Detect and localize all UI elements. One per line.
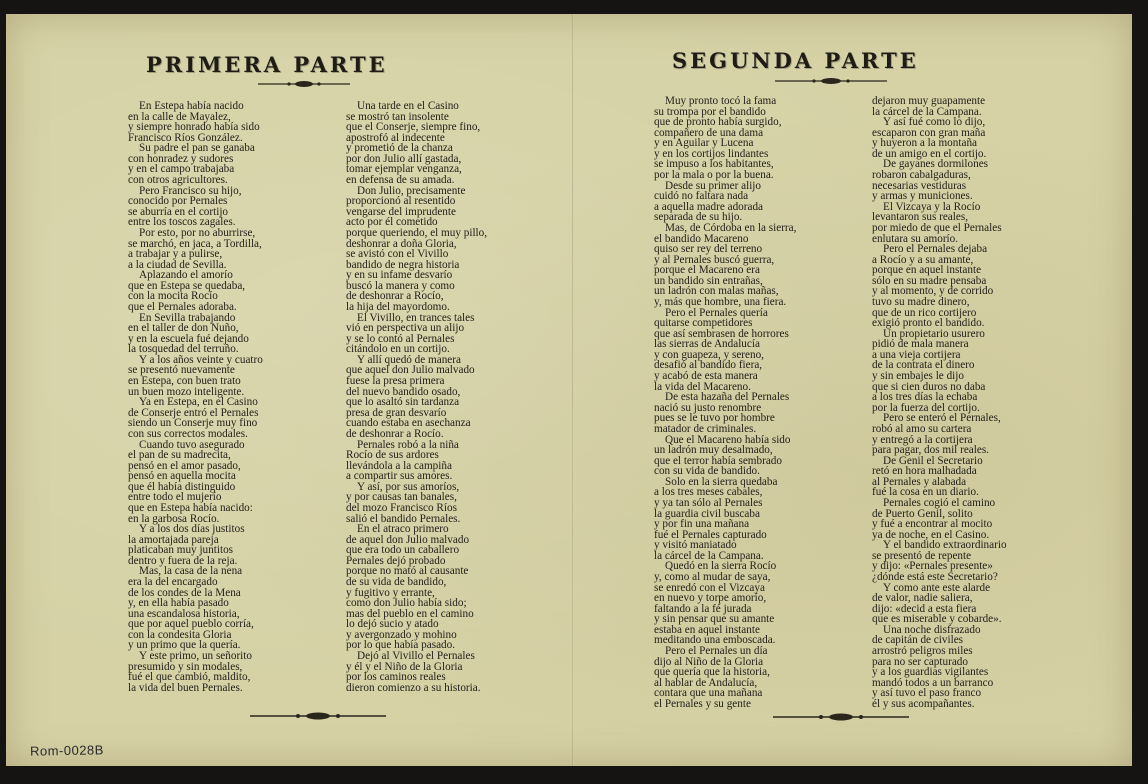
verse-line: que de pronto había surgido, — [654, 116, 782, 129]
verse-line: y fué a encontrar al mocito — [872, 518, 993, 531]
verse-line: él y sus acompañantes. — [872, 697, 975, 710]
right-page-title: SEGUNDA PARTE — [672, 48, 919, 73]
verse-line: y al Pernales buscó guerra, — [654, 253, 775, 266]
verse-line: y fugitivo y errante, — [346, 586, 435, 599]
verse-line: Cuando tuvo asegurado — [139, 438, 245, 451]
verse-line: se mostró tan insolente — [346, 110, 449, 123]
verse-line: Mas, la casa de la nena — [139, 565, 243, 578]
verse-line: arrostró peligros miles — [872, 645, 973, 658]
verse-line: y con guapeza, y sereno, — [654, 348, 764, 361]
verse-line: a la ciudad de Sevilla. — [128, 258, 227, 271]
verse-line: en Estepa, con buen trato — [128, 375, 241, 388]
end-divider-icon — [773, 711, 909, 723]
verse-line: De esta hazaña del Pernales — [665, 391, 790, 404]
verse-line: llevándola a la campiña — [346, 459, 452, 472]
verse-line: Don Julio, precisamente — [357, 184, 466, 197]
verse-line: como don Julio había sido; — [346, 597, 467, 610]
verse-line: un ladrón con malas mañas, — [654, 285, 779, 298]
verse-line: Pero el Pernales quería — [665, 306, 768, 319]
end-divider-icon — [250, 710, 386, 722]
verse-line: de Conserje entró el Pernales — [128, 406, 259, 419]
verse-line: siendo un Conserje muy fino — [128, 417, 258, 430]
verse-line: y un primo que la quería. — [128, 639, 241, 652]
verse-line: que aquel don Julio malvado — [346, 364, 475, 377]
verse-line: conocido por Pernales — [128, 195, 228, 208]
verse-line: y en su infame desvarío — [346, 269, 453, 282]
verse-column-2 — [346, 101, 487, 693]
verse-line: robó al amo su cartera — [872, 422, 972, 435]
verse-line: tuvo su madre dinero, — [872, 295, 970, 308]
verse-line: Por esto, por no aburrirse, — [139, 226, 256, 239]
verse-line: y, en ella había pasado — [128, 597, 229, 610]
verse-line: cuidó no faltara nada — [654, 190, 749, 203]
verse-line: y, como al mudar de saya, — [654, 571, 771, 584]
verse-line: Rocío de sus ardores — [346, 449, 439, 462]
verse-line: y así tuvo el paso franco — [872, 687, 982, 700]
verse-line: a Rocío y a su amante, — [872, 253, 974, 266]
verse-line: Su padre el pan se ganaba — [139, 142, 255, 155]
verse-line: y sin embajes le dijo — [872, 370, 964, 383]
verse-line: En Sevilla trabajando — [139, 311, 236, 324]
verse-line: Y así fué como lo dijo, — [883, 116, 986, 129]
verse-line: Desde su primer alijo — [665, 179, 762, 192]
verse-line: en defensa de su amada. — [346, 174, 455, 187]
verse-line: fué la cosa en un diario. — [872, 486, 979, 499]
left-page-title: PRIMERA PARTE — [146, 52, 388, 77]
center-fold — [572, 14, 574, 766]
verse-line: mandó todos a un barranco — [872, 676, 994, 689]
verse-line: Una noche disfrazado — [883, 623, 981, 636]
verse-line: vió en perspectiva un alijo — [346, 322, 465, 335]
flourish-divider-icon — [775, 76, 887, 86]
verse-line: exigió pronto el bandido. — [872, 317, 985, 330]
verse-line: un ladrón muy desalmado, — [654, 444, 773, 457]
verse-line: Pernales robó a la niña — [357, 438, 459, 451]
verse-line: Quedó en la sierra Rocío — [665, 560, 777, 573]
verse-line: desafió al bandido fiera, — [654, 359, 763, 372]
verse-line: de capitán de civiles — [872, 634, 964, 647]
verse-line: que quería que la historia, — [654, 666, 770, 679]
verse-line: y en el campo trabajaba — [128, 163, 235, 176]
verse-line: un bandido sin entrañas, — [654, 274, 763, 287]
verse-line: lo dejó sucio y atado — [346, 618, 439, 631]
verse-line: Y el bandido extraordinario — [883, 539, 1007, 552]
verse-line: era la del encargado — [128, 576, 218, 589]
verse-line: bandido de negra historia — [346, 258, 460, 271]
verse-line: que así sembrasen de horrores — [654, 327, 789, 340]
verse-line: Una tarde en el Casino — [357, 100, 459, 112]
verse-line: retó en hora malhadada — [872, 465, 977, 478]
verse-line: se avistó con el Vivillo — [346, 248, 449, 261]
verse-line: con su vida de bandido. — [654, 465, 760, 478]
verse-line: en la garbosa Rocío. — [128, 512, 220, 525]
verse-line: separada de su hijo. — [654, 211, 743, 224]
verse-line: acto por él cometido — [346, 216, 438, 229]
verse-line: Pero se enteró el Pernales, — [883, 412, 1001, 425]
verse-line: una escandalosa historia, — [128, 607, 240, 620]
verse-line: de aquel don Julio malvado — [346, 533, 470, 546]
verse-line: estaba en aquel instante — [654, 623, 760, 636]
verse-line: del mozo Francisco Ríos — [346, 501, 457, 514]
verse-line: y siempre honrado había sido — [128, 121, 260, 134]
verse-line: y en la escuela fué dejando — [128, 332, 249, 345]
verse-line: ya de noche, en el Casino. — [872, 528, 990, 541]
verse-line: que en Estepa había nacido: — [128, 501, 253, 514]
verse-line: fuese la presa primera — [346, 375, 445, 388]
verse-line: Solo en la sierra quedaba — [665, 475, 778, 488]
verse-line: que si cien duros no daba — [872, 380, 986, 393]
archive-mark: Rom-0028B — [29, 742, 105, 759]
verse-line: levantaron sus reales, — [872, 211, 968, 224]
verse-line: del nuevo bandido osado, — [346, 385, 461, 398]
verse-line: que el Pernales adoraba. — [128, 300, 237, 313]
verse-line: contara que una mañana — [654, 687, 763, 700]
verse-line: con otros agricultores. — [128, 174, 228, 187]
verse-line: y prometió de la chanza — [346, 142, 453, 155]
verse-line: y en Aguilar y Lucena — [654, 137, 754, 150]
verse-line: Y como ante este alarde — [883, 581, 991, 594]
verse-line: a aquella madre adorada — [654, 200, 764, 213]
verse-line: un buen mozo inteligente. — [128, 385, 245, 398]
verse-line: De Genil el Secretario — [883, 454, 983, 467]
verse-line: la cárcel de la Campana. — [872, 105, 982, 118]
verse-line: porque no mató al causante — [346, 565, 469, 578]
verse-line: vengarse del imprudente — [346, 205, 456, 218]
verse-line: faltando a la fé jurada — [654, 602, 752, 615]
verse-line: la amortajada pareja — [128, 533, 219, 546]
verse-line: dijo al Niño de la Gloria — [654, 655, 764, 668]
verse-line: platicaban muy juntitos — [128, 544, 234, 557]
verse-line: Y así, por sus amoríos, — [357, 480, 460, 493]
verse-line: Francisco Ríos González. — [128, 131, 243, 144]
verse-line: El Vizcaya y la Rocío — [883, 200, 981, 213]
verse-line: porque en aquel instante — [872, 264, 982, 277]
verse-line: por don Julio allí gastada, — [346, 152, 462, 165]
verse-line: con honradez y sudores — [128, 152, 234, 165]
verse-line: y ya tan sólo al Pernales — [654, 496, 763, 509]
verse-line: que él había distinguido — [128, 480, 236, 493]
verse-line: de un amigo en el cortijo. — [872, 147, 987, 160]
verse-line: fué el Pernales capturado — [654, 528, 767, 541]
verse-line: tomar ejemplar venganza, — [346, 163, 462, 176]
verse-line: con sus correctos modales. — [128, 427, 248, 440]
verse-line: que era todo un caballero — [346, 544, 460, 557]
verse-line: de Puerto Genil, solito — [872, 507, 973, 520]
verse-line: presa de gran desvarío — [346, 406, 447, 419]
verse-line: las sierras de Andalucía — [654, 338, 760, 351]
verse-line: con la mocita Rocío — [128, 290, 218, 303]
verse-line: matador de criminales. — [654, 422, 757, 435]
verse-line: ¿dónde está este Secretario? — [872, 571, 998, 584]
verse-line: enlutara su amorío. — [872, 232, 959, 245]
verse-line: y él y el Niño de la Gloria — [346, 660, 463, 673]
verse-line: pensó en aquella mocita — [128, 470, 236, 483]
verse-line: por lo que había pasado. — [346, 639, 456, 652]
verse-line: por miedo de que el Pernales — [872, 221, 1002, 234]
verse-line: se marchó, en jaca, a Tordilla, — [128, 237, 262, 250]
verse-line: de su vida de bandido, — [346, 576, 447, 589]
verse-line: Y a los años veinte y cuatro — [139, 353, 263, 366]
verse-line: dentro y fuera de la reja. — [128, 554, 238, 567]
verse-line: necesarias vestiduras — [872, 179, 967, 192]
verse-line: por los caminos reales — [346, 671, 446, 684]
verse-line: y a los guardias vigilantes — [872, 666, 989, 679]
verse-line: y por fin una mañana — [654, 518, 750, 531]
verse-line: quiso ser rey del terreno — [654, 243, 763, 256]
verse-line: pues se le tuvo por hombre — [654, 412, 775, 425]
verse-line: buscó la manera y como — [346, 279, 455, 292]
verse-line: y huyeron a la montaña — [872, 137, 978, 150]
verse-line: dijo: «decid a esta fiera — [872, 602, 977, 615]
verse-line: y por causas tan banales, — [346, 491, 457, 504]
verse-line: meditando una emboscada. — [654, 634, 776, 647]
verse-line: Pero el Pernales un día — [665, 645, 768, 658]
verse-line: citándolo en un cortijo. — [346, 343, 450, 356]
verse-line: y sin pensar que su amante — [654, 613, 775, 626]
verse-line: por la fuerza del cortijo. — [872, 401, 980, 414]
verse-line: a compartir sus amores. — [346, 470, 453, 483]
verse-line: pidió de mala manera — [872, 338, 969, 351]
verse-line: salió el bandido Pernales. — [346, 512, 461, 525]
verse-line: y avergonzado y mohino — [346, 628, 457, 641]
verse-column-1 — [128, 101, 263, 693]
verse-line: Y allí quedó de manera — [357, 353, 461, 366]
verse-line: de deshonrar a Rocío. — [346, 427, 444, 440]
verse-line: Pero el Pernales dejaba — [883, 243, 988, 256]
verse-line: el pan de su madrecita, — [128, 449, 231, 462]
verse-column-3 — [654, 96, 796, 710]
verse-line: la vida del Macareno. — [654, 380, 751, 393]
verse-line: En el atraco primero — [357, 523, 449, 536]
verse-line: apostrofó al indecente — [346, 131, 445, 144]
verse-line: y, más que hombre, una fiera. — [654, 295, 787, 308]
verse-line: a los tres días la echaba — [872, 391, 978, 404]
verse-line: Pernales cogió el camino — [883, 496, 996, 509]
verse-line: y visitó maniatado — [654, 539, 737, 552]
verse-line: la vida del buen Pernales. — [128, 681, 243, 694]
verse-line: Y a los dos días justitos — [139, 523, 245, 536]
verse-line: se presentó de repente — [872, 549, 972, 562]
verse-line: la cárcel de la Campana. — [654, 549, 764, 562]
verse-line: por la mala o por la buena. — [654, 169, 774, 182]
verse-line: Dejó al Vivillo el Pernales — [357, 650, 475, 663]
verse-line: nació su justo renombre — [654, 401, 762, 414]
verse-line: la guardia civil buscaba — [654, 507, 760, 520]
verse-line: que por aquel pueblo corría, — [128, 618, 254, 631]
verse-line: porque el Macareno era — [654, 264, 760, 277]
verse-line: para no ser capturado — [872, 655, 968, 668]
verse-line: entre los toscos zagales. — [128, 216, 236, 229]
verse-line: sólo en su madre pensaba — [872, 274, 987, 287]
verse-line: que el terror había sembrado — [654, 454, 782, 467]
verse-line: y armas y municiones. — [872, 190, 973, 203]
verse-line: de deshonrar a Rocío, — [346, 290, 444, 303]
verse-line: a trabajar y a pulirse, — [128, 248, 223, 261]
verse-line: de los condes de la Mena — [128, 586, 241, 599]
verse-line: el Pernales y su gente — [654, 697, 751, 710]
verse-line: Muy pronto tocó la fama — [665, 95, 777, 107]
verse-line: se enredó con el Vizcaya — [654, 581, 765, 594]
verse-column-4 — [872, 96, 1007, 710]
verse-line: fué el que cambió, maldito, — [128, 671, 251, 684]
verse-line: pensó en el amor pasado, — [128, 459, 241, 472]
verse-line: escaparon con gran maña — [872, 126, 986, 139]
verse-line: que en Estepa se quedaba, — [128, 279, 246, 292]
verse-line: de valor, nadie saliera, — [872, 592, 973, 605]
verse-line: dieron comienzo a su historia. — [346, 681, 481, 694]
verse-line: mas del pueblo en el camino — [346, 607, 474, 620]
verse-line: y en los cortijos lindantes — [654, 147, 769, 160]
verse-line: compañero de una dama — [654, 126, 764, 139]
verse-line: y se lo contó al Pernales — [346, 332, 455, 345]
verse-line: El Vivillo, en trances tales — [357, 311, 475, 324]
verse-line: Pero Francisco su hijo, — [139, 184, 242, 197]
verse-line: se presentó nuevamente — [128, 364, 235, 377]
verse-line: que es miserable y cobarde». — [872, 613, 1002, 626]
verse-line: Ya en Estepa, en el Casino — [139, 396, 258, 409]
verse-line: robaron cabalgaduras, — [872, 169, 971, 182]
verse-line: En Estepa había nacido — [139, 100, 244, 112]
verse-line: cuando estaba en asechanza — [346, 417, 471, 430]
verse-line: en el taller de don Nuño, — [128, 322, 239, 335]
flourish-divider-icon — [258, 79, 350, 89]
verse-line: a una vieja cortijera — [872, 348, 961, 361]
verse-line: la hija del mayordomo. — [346, 300, 450, 313]
verse-line: para pagar, dos mil reales. — [872, 444, 989, 457]
verse-line: presumido y sin modales, — [128, 660, 243, 673]
verse-line: Que el Macareno había sido — [665, 433, 791, 446]
verse-line: Mas, de Córdoba en la sierra, — [665, 221, 797, 234]
verse-line: en la calle de Mayalez, — [128, 110, 231, 123]
verse-line: a los tres meses cabales, — [654, 486, 763, 499]
verse-line: su trompa por el bandido — [654, 105, 766, 118]
verse-line: que lo asaltó sin tardanza — [346, 396, 460, 409]
verse-line: Aplazando el amorío — [139, 269, 233, 282]
verse-line: al Pernales y alabada — [872, 475, 967, 488]
verse-line: al hablar de Andalucía, — [654, 676, 758, 689]
verse-line: deshonrar a doña Gloria, — [346, 237, 457, 250]
verse-line: quitarse competidores — [654, 317, 753, 330]
verse-line: con la condesita Gloria — [128, 628, 232, 641]
verse-line: dejaron muy guapamente — [872, 95, 986, 107]
verse-line: Un propietario usurero — [883, 327, 985, 340]
verse-line: De gayanes dormilones — [883, 158, 989, 171]
verse-line: la tosquedad del terruño. — [128, 343, 239, 356]
verse-line: que el Conserje, siempre fino, — [346, 121, 481, 134]
verse-line: y dijo: «Pernales presente» — [872, 560, 993, 573]
verse-line: proporcionó al resentido — [346, 195, 456, 208]
verse-line: que de un rico cortijero — [872, 306, 977, 319]
verse-line: se impuso a los habitantes, — [654, 158, 774, 171]
verse-line: se aburría en el cortijo — [128, 205, 229, 218]
verse-line: de la contrata el dinero — [872, 359, 975, 372]
verse-line: entre todo el mujerío — [128, 491, 222, 504]
verse-line: en nuevo y torpe amorío, — [654, 592, 767, 605]
verse-line: y entregó a la cortijera — [872, 433, 973, 446]
verse-line: Pernales dejó probado — [346, 554, 446, 567]
verse-line: el bandido Macareno — [654, 232, 749, 245]
verse-line: y acabó de esta manera — [654, 370, 758, 383]
verse-line: y al momento, y de corrido — [872, 285, 994, 298]
verse-line: porque queriendo, el muy pillo, — [346, 226, 488, 239]
verse-line: Y este primo, un señorito — [139, 650, 252, 663]
